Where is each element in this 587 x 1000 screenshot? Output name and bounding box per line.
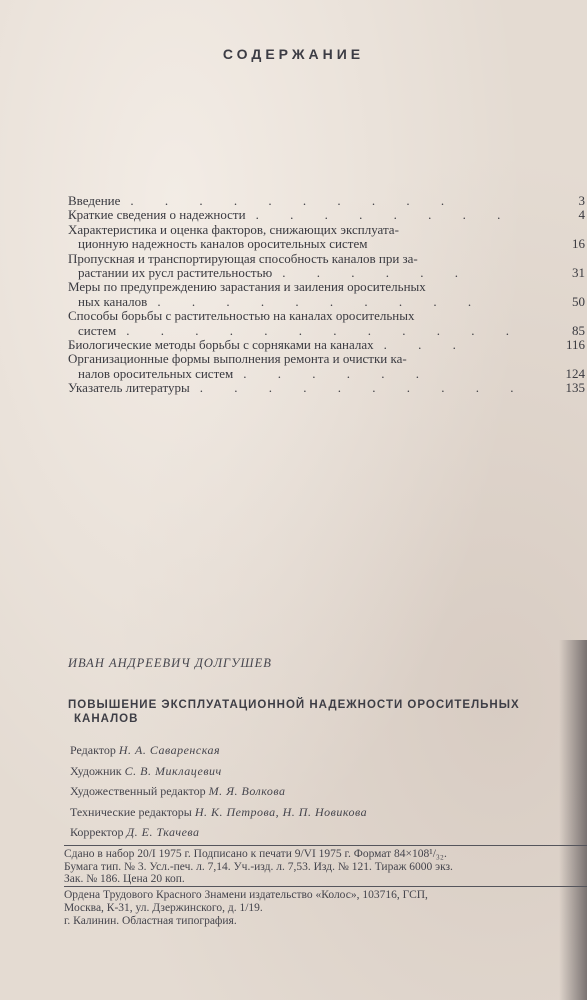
- credit-line: Технические редакторы Н. К. Петрова, Н. П. Новикова: [70, 804, 368, 819]
- toc-entry: Биологические методы борьбы с сорняками на каналах . . . 116: [68, 337, 585, 353]
- toc-entry: Пропускная и транспортирующая способность каналов при за- растании их русл растительностью . . . . . . 31: [68, 250, 585, 281]
- toc-page-number: 3: [578, 193, 585, 208]
- toc-page-number: 50: [572, 293, 585, 309]
- toc-entry: Введение . . . . . . . . . . 3: [68, 193, 585, 208]
- toc-entry: Краткие сведения о надежности . . . . . . . . 4: [68, 207, 585, 223]
- credit-line: Художественный редактор М. Я. Волкова: [70, 784, 286, 798]
- credit-line: Художник С. В. Миклацевич: [70, 763, 222, 778]
- toc-entry: Меры по предупреждению зарастания и заиления оросительных ных каналов . . . . . . . . . . 50: [68, 279, 585, 309]
- toc-page-number: 124: [565, 365, 585, 381]
- toc-entry: Указатель литературы . . . . . . . . . . 135: [68, 380, 585, 396]
- toc-page-number: 16: [572, 236, 585, 252]
- toc-entry: Характеристика и оценка факторов, снижающих эксплуата- ционную надежность каналов оросительных систем 16: [68, 221, 585, 252]
- credit-line: Редактор Н. А. Саваренская: [70, 743, 221, 757]
- toc-page-number: 135: [565, 380, 585, 396]
- toc-page-number: 4: [578, 207, 585, 223]
- credits-list: [70, 740, 367, 843]
- toc-page-number: 31: [572, 265, 585, 281]
- publisher-block: Ордена Трудового Красного Знамени издательство «Колос», 103716, ГСП, Москва, К-31, ул. Дзержинского, д. 1/19. г. Калинин. Областная типография.: [64, 889, 428, 927]
- book-title: ПОВЫШЕНИЕ ЭКСПЛУАТАЦИОННОЙ НАДЕЖНОСТИ ОРОСИТЕЛЬНЫХ КАНАЛОВ: [68, 699, 520, 725]
- table-of-contents: [68, 194, 585, 396]
- imprint-block: Сдано в набор 20/I 1975 г. Подписано к печати 9/VI 1975 г. Формат 84×108¹/₃₂. Бумага тип. № 3. Усл.-печ. л. 7,14. Уч.-изд. л. 7,53. Изд. № 121. Тираж 6000 экз. Зак. № 186. Цена 20 коп.: [64, 848, 453, 885]
- page-edge-shadow: [559, 640, 587, 1000]
- credit-line: Корректор Д. Е. Ткачева: [70, 825, 200, 839]
- toc-page-number: 85: [572, 322, 585, 338]
- divider: [64, 845, 587, 846]
- author-name: ИВАН АНДРЕЕВИЧ ДОЛГУШЕВ: [68, 656, 272, 670]
- toc-page-number: 116: [565, 337, 585, 353]
- contents-heading: СОДЕРЖАНИЕ: [222, 46, 365, 62]
- toc-entry: Организационные формы выполнения ремонта и очистки ка- налов оросительных систем . . . . . . 124: [68, 351, 585, 381]
- divider: [64, 886, 587, 887]
- toc-entry: Способы борьбы с растительностью на каналах оросительных систем . . . . . . . . . . . . 85: [68, 308, 585, 338]
